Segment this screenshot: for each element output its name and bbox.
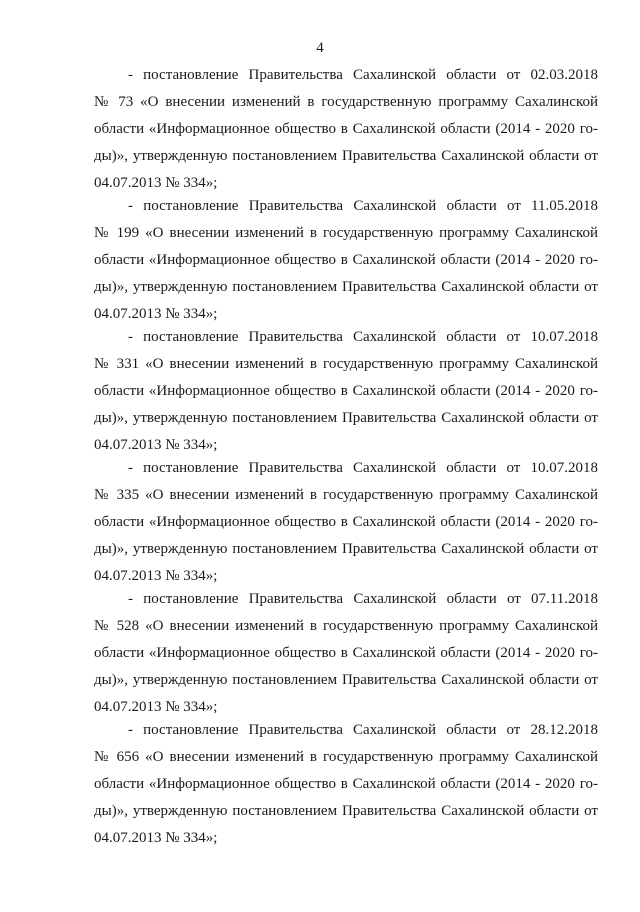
paragraph-line: 04.07.2013 № 334»; <box>94 437 218 453</box>
paragraph-6 <box>94 717 598 852</box>
paragraph-line: - постановление Правительства Сахалинской области от 11.05.2018 <box>128 198 598 214</box>
paragraph-line: № 73 «О внесении изменений в государственную программу Сахалинской <box>94 94 598 110</box>
paragraph-line: области «Информационное общество в Сахалинской области (2014 - 2020 го- <box>94 776 598 792</box>
paragraph-line: области «Информационное общество в Сахалинской области (2014 - 2020 го- <box>94 514 598 530</box>
paragraph-line: ды)», утвержденную постановлением Правительства Сахалинской области от <box>94 410 598 426</box>
paragraph-line: ды)», утвержденную постановлением Правительства Сахалинской области от <box>94 672 598 688</box>
paragraph-line: - постановление Правительства Сахалинской области от 02.03.2018 <box>128 67 598 83</box>
paragraph-line: области «Информационное общество в Сахалинской области (2014 - 2020 го- <box>94 383 598 399</box>
paragraph-line: ды)», утвержденную постановлением Правительства Сахалинской области от <box>94 148 598 164</box>
paragraph-line: ды)», утвержденную постановлением Правительства Сахалинской области от <box>94 541 598 557</box>
paragraph-line: 04.07.2013 № 334»; <box>94 306 218 322</box>
page-number: 4 <box>316 40 324 56</box>
paragraph-line: № 656 «О внесении изменений в государственную программу Сахалинской <box>94 749 598 765</box>
paragraph-5 <box>94 586 598 721</box>
paragraph-line: - постановление Правительства Сахалинской области от 07.11.2018 <box>128 591 598 607</box>
paragraph-1 <box>94 62 598 197</box>
paragraph-4 <box>94 455 598 590</box>
paragraph-line: ды)», утвержденную постановлением Правительства Сахалинской области от <box>94 279 598 295</box>
paragraph-line: - постановление Правительства Сахалинской области от 10.07.2018 <box>128 460 598 476</box>
paragraph-line: - постановление Правительства Сахалинской области от 28.12.2018 <box>128 722 598 738</box>
paragraph-line: ды)», утвержденную постановлением Правительства Сахалинской области от <box>94 803 598 819</box>
paragraph-line: области «Информационное общество в Сахалинской области (2014 - 2020 го- <box>94 252 598 268</box>
paragraph-line: - постановление Правительства Сахалинской области от 10.07.2018 <box>128 329 598 345</box>
paragraph-line: области «Информационное общество в Сахалинской области (2014 - 2020 го- <box>94 645 598 661</box>
paragraph-2 <box>94 193 598 328</box>
paragraph-line: № 335 «О внесении изменений в государственную программу Сахалинской <box>94 487 598 503</box>
paragraph-line: № 528 «О внесении изменений в государственную программу Сахалинской <box>94 618 598 634</box>
paragraph-line: 04.07.2013 № 334»; <box>94 830 218 846</box>
paragraph-line: № 331 «О внесении изменений в государственную программу Сахалинской <box>94 356 598 372</box>
paragraph-line: № 199 «О внесении изменений в государственную программу Сахалинской <box>94 225 598 241</box>
paragraph-3 <box>94 324 598 459</box>
paragraph-line: области «Информационное общество в Сахалинской области (2014 - 2020 го- <box>94 121 598 137</box>
paragraph-line: 04.07.2013 № 334»; <box>94 175 218 191</box>
paragraph-line: 04.07.2013 № 334»; <box>94 568 218 584</box>
paragraph-line: 04.07.2013 № 334»; <box>94 699 218 715</box>
